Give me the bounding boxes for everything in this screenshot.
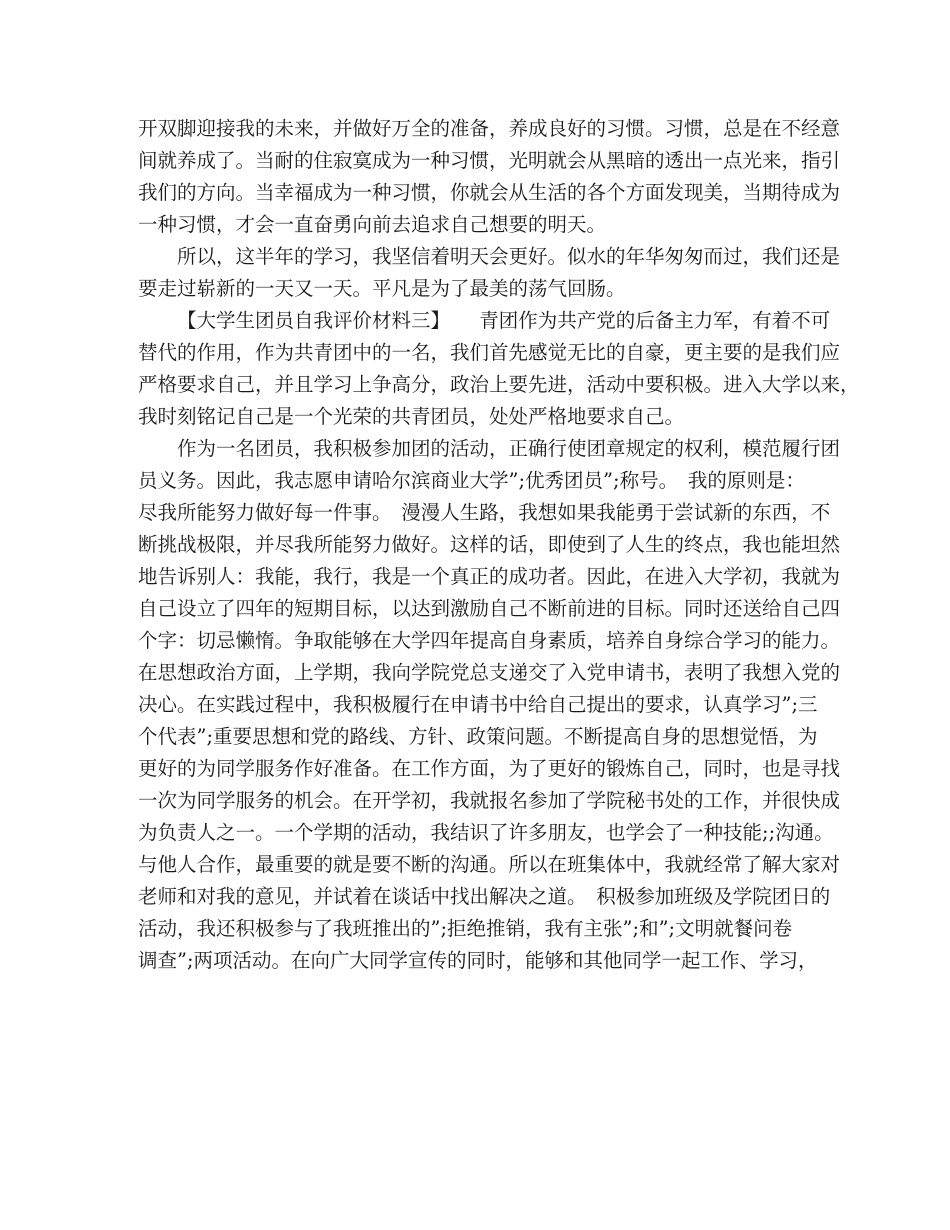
text-line: 个字：切忌懒惰。争取能够在大学四年提高自身素质，培养自身综合学习的能力。: [138, 629, 841, 652]
text-line: 尽我所能努力做好每一件事。 漫漫人生路，我想如果我能勇于尝试新的东西，不: [138, 501, 831, 524]
text-line: 在思想政治方面，上学期，我向学院党总支递交了入党申请书，表明了我想入党的: [138, 661, 841, 684]
text-line: 为负责人之一。一个学期的活动，我结识了许多朋友，也学会了一种技能;;沟通。: [138, 821, 834, 844]
text-line: 要走过崭新的一天又一天。平凡是为了最美的荡气回肠。: [138, 277, 626, 300]
text-line: 一种习惯，才会一直奋勇向前去追求自己想要的明天。: [138, 213, 607, 236]
text-line: 地告诉别人：我能，我行，我是一个真正的成功者。因此，在进入大学初，我就为: [138, 565, 841, 588]
text-line: 活动，我还积极参与了我班推出的”;拒绝推销，我有主张”;和”;文明就餐问卷: [138, 917, 793, 940]
text-line: 替代的作用，作为共青团中的一名，我们首先感觉无比的自豪，更主要的是我们应: [138, 341, 841, 364]
text-line: 断挑战极限，并尽我所能努力做好。这样的话，即使到了人生的终点，我也能坦然: [138, 533, 841, 556]
text-line: 间就养成了。当耐的住寂寞成为一种习惯，光明就会从黑暗的透出一点光来，指引: [138, 149, 841, 172]
text-line: 决心。在实践过程中，我积极履行在申请书中给自己提出的要求，认真学习”;三: [138, 693, 818, 716]
text-line: 严格要求自己，并且学习上争高分，政治上要先进，活动中要积极。进入大学以来，: [138, 373, 860, 396]
section-heading-line: 【大学生团员自我评价材料三】 青团作为共产党的后备主力军，有着不可: [177, 309, 831, 332]
text-line: 自己设立了四年的短期目标，以达到激励自己不断前进的目标。同时还送给自己四: [138, 597, 841, 620]
text-line: 所以，这半年的学习，我坚信着明天会更好。似水的年华匆匆而过，我们还是: [177, 245, 841, 268]
text-line: 我时刻铭记自己是一个光荣的共青团员，处处严格地要求自己。: [138, 405, 685, 428]
text-line: 一次为同学服务的机会。在开学初，我就报名参加了学院秘书处的工作，并很快成: [138, 789, 841, 812]
text-line: 更好的为同学服务作好准备。在工作方面，为了更好的锻炼自己，同时，也是寻找: [138, 757, 841, 780]
text-line: 个代表”;重要思想和党的路线、方针、政策问题。不断提高自身的思想觉悟，为: [138, 725, 818, 748]
text-line: 与他人合作，最重要的就是要不断的沟通。所以在班集体中，我就经常了解大家对: [138, 853, 841, 876]
text-line: 我们的方向。当幸福成为一种习惯，你就会从生活的各个方面发现美，当期待成为: [138, 181, 841, 204]
text-line: 开双脚迎接我的未来，并做好万全的准备，养成良好的习惯。习惯，总是在不经意: [138, 117, 841, 140]
text-line: 员义务。因此，我志愿申请哈尔滨商业大学”;优秀团员”;称号。 我的原则是：: [138, 469, 805, 492]
text-line: 调查”;两项活动。在向广大同学宣传的同时，能够和其他同学一起工作、学习，: [138, 949, 818, 972]
body-text: [138, 113, 860, 977]
text-line: 老师和对我的意见，并试着在谈话中找出解决之道。 积极参加班级及学院团日的: [138, 885, 831, 908]
text-line: 作为一名团员，我积极参加团的活动，正确行使团章规定的权利，模范履行团: [177, 437, 841, 460]
